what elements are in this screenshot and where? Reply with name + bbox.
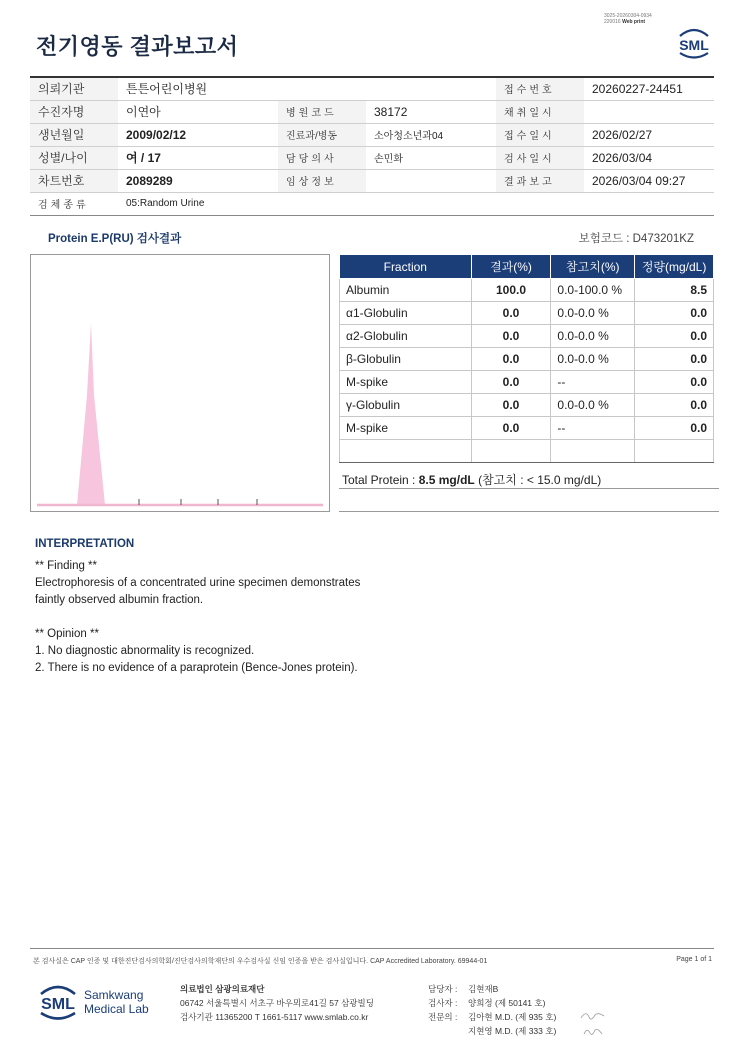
- table-row: [340, 394, 714, 417]
- logo-text: SML: [41, 996, 75, 1013]
- label-birth: 생년월일: [30, 123, 118, 146]
- label-institution: 의뢰기관: [30, 77, 118, 100]
- interpretation-line: [35, 609, 360, 626]
- label-chart: 차트번호: [30, 169, 118, 192]
- header-reference: 참고치(%): [551, 255, 635, 279]
- label-tested: 검사일시: [496, 146, 584, 169]
- print-code-line2: 220016 Web print: [604, 19, 646, 25]
- divider: [339, 488, 719, 489]
- cell-reference: 0.0-0.0 %: [551, 325, 635, 348]
- electropherogram-graph: [30, 254, 330, 512]
- org-contact: 검사기관 11365200 T 1661-5117 www.smlab.co.kr: [180, 1012, 369, 1022]
- staff-role: 검사자 :: [428, 998, 458, 1008]
- cell-fraction: M-spike: [340, 417, 472, 440]
- value-name: 이연아: [118, 100, 278, 123]
- staff-name: 김현재B: [468, 984, 499, 994]
- staff-role: 담당자 :: [428, 984, 458, 994]
- label-collected: 채취일시: [496, 100, 584, 123]
- cell-result: 0.0: [471, 417, 551, 440]
- web-print-label: Web print: [622, 19, 646, 25]
- value-reported: 2026/03/04 09:27: [584, 169, 714, 192]
- divider: [339, 511, 719, 512]
- total-protein-label: Total Protein :: [342, 473, 419, 487]
- electropherogram-svg: [31, 255, 329, 511]
- cell-result: [471, 440, 551, 463]
- interpretation-line: faintly observed albumin fraction.: [35, 594, 204, 606]
- table-row: [340, 279, 714, 302]
- cell-result: 0.0: [471, 302, 551, 325]
- value-birth: 2009/02/12: [118, 123, 278, 146]
- label-sex-age: 성별/나이: [30, 146, 118, 169]
- staff-row: [428, 1024, 556, 1038]
- cell-result: 0.0: [471, 348, 551, 371]
- value-clinical: [366, 169, 496, 192]
- results-table: [339, 254, 714, 463]
- staff-name: 양희정 (제 50141 호): [468, 998, 546, 1008]
- header-amount: 정량(mg/dL): [635, 255, 714, 279]
- header-result: 결과(%): [471, 255, 551, 279]
- cell-result: 0.0: [471, 371, 551, 394]
- interpretation-body: [35, 558, 360, 677]
- label-receipt-no: 접수번호: [496, 77, 584, 100]
- value-institution: 튼튼어린이병원: [118, 77, 496, 100]
- label-specimen: 검체종류: [30, 192, 118, 215]
- brand-line2: Medical Lab: [84, 1002, 149, 1016]
- brand-line1: Samkwang: [84, 988, 144, 1002]
- value-doctor: 손민화: [366, 146, 496, 169]
- label-name: 수진자명: [30, 100, 118, 123]
- staff-name: 지현영 M.D. (제 333 호): [468, 1026, 557, 1036]
- value-chart: 2089289: [118, 169, 278, 192]
- staff-role: 전문의 :: [428, 1012, 458, 1022]
- staff-row: [428, 996, 556, 1010]
- logo-text: SML: [679, 37, 709, 53]
- albumin-peak: [77, 323, 105, 505]
- organization-info: [180, 982, 374, 1024]
- table-row: [340, 302, 714, 325]
- brand-name: [84, 988, 149, 1016]
- patient-info-table: [30, 76, 714, 216]
- value-specimen: 05:Random Urine: [118, 192, 714, 215]
- cell-fraction: γ-Globulin: [340, 394, 472, 417]
- staff-row: [428, 1010, 556, 1024]
- interpretation-title: INTERPRETATION: [35, 538, 135, 550]
- interpretation-line: ** Finding **: [35, 560, 98, 572]
- label-department: 진료과/병동: [278, 123, 366, 146]
- interpretation-line: Electrophoresis of a concentrated urine specimen demonstrates: [35, 577, 361, 589]
- total-protein-unit: mg/dL: [438, 473, 475, 487]
- cell-reference: --: [551, 417, 635, 440]
- footer-certification: 본 검사실은 CAP 인증 및 대한진단검사의학회/진단검사의학재단의 우수검사실 신임 인증을 받은 검사실입니다. CAP Accredited Laboratory. 69944-01: [33, 958, 488, 965]
- total-protein-reference: (참고치 : < 15.0 mg/dL): [474, 473, 602, 487]
- cell-result: 0.0: [471, 394, 551, 417]
- value-tested: 2026/03/04: [584, 146, 714, 169]
- table-row: [340, 440, 714, 463]
- label-hospital-code: 병원코드: [278, 100, 366, 123]
- table-row: [340, 417, 714, 440]
- org-address: 06742 서울특별시 서초구 바우뫼로41길 57 삼광빌딩: [180, 998, 374, 1008]
- total-protein: [342, 471, 601, 488]
- sml-logo-icon: [36, 980, 80, 1024]
- staff-role: [428, 1024, 468, 1038]
- insurance-code: 보험코드 : D473201KZ: [578, 233, 694, 245]
- label-received: 접수일시: [496, 123, 584, 146]
- print-code-line1: 3025-20260304-0934: [604, 13, 652, 19]
- cell-reference: 0.0-0.0 %: [551, 302, 635, 325]
- cell-amount: 0.0: [635, 417, 714, 440]
- section-title: Protein E.P(RU) 검사결과: [48, 233, 182, 245]
- org-name: 의료법인 삼광의료재단: [180, 984, 265, 994]
- value-collected: [584, 100, 714, 123]
- cell-reference: 0.0-0.0 %: [551, 348, 635, 371]
- cell-reference: --: [551, 371, 635, 394]
- sml-logo-icon: [674, 26, 714, 60]
- cell-fraction: [340, 440, 472, 463]
- value-received: 2026/02/27: [584, 123, 714, 146]
- table-row: [340, 348, 714, 371]
- cell-amount: 0.0: [635, 348, 714, 371]
- value-sex-age: 여 / 17: [118, 146, 278, 169]
- label-doctor: 담당의사: [278, 146, 366, 169]
- cell-amount: 0.0: [635, 302, 714, 325]
- value-department: 소아청소년과04: [366, 123, 496, 146]
- page-number: Page 1 of 1: [676, 956, 712, 963]
- footer-divider: [30, 948, 714, 949]
- print-code: [604, 13, 652, 25]
- cell-fraction: Albumin: [340, 279, 472, 302]
- value-receipt-no: 20260227-24451: [584, 77, 714, 100]
- value-hospital-code: 38172: [366, 100, 496, 123]
- staff-name: 김아현 M.D. (제 935 호): [468, 1012, 557, 1022]
- cell-amount: [635, 440, 714, 463]
- cell-fraction: β-Globulin: [340, 348, 472, 371]
- cell-fraction: α1-Globulin: [340, 302, 472, 325]
- staff-info: [428, 982, 556, 1038]
- cell-fraction: M-spike: [340, 371, 472, 394]
- label-clinical: 임상정보: [278, 169, 366, 192]
- cell-amount: 0.0: [635, 371, 714, 394]
- staff-row: [428, 982, 556, 996]
- total-protein-value: 8.5: [418, 473, 436, 487]
- cell-reference: 0.0-100.0 %: [551, 279, 635, 302]
- cell-amount: 0.0: [635, 394, 714, 417]
- table-row: [340, 325, 714, 348]
- cell-result: 0.0: [471, 325, 551, 348]
- cell-fraction: α2-Globulin: [340, 325, 472, 348]
- report-title: 전기영동 결과보고서: [36, 34, 239, 59]
- cell-amount: 8.5: [635, 279, 714, 302]
- header-fraction: Fraction: [340, 255, 472, 279]
- cell-result: 100.0: [471, 279, 551, 302]
- table-row: [340, 371, 714, 394]
- cell-reference: [551, 440, 635, 463]
- interpretation-line: ** Opinion **: [35, 628, 99, 640]
- cell-amount: 0.0: [635, 325, 714, 348]
- cell-reference: 0.0-0.0 %: [551, 394, 635, 417]
- signature-icon: [578, 1008, 608, 1042]
- label-reported: 결과보고: [496, 169, 584, 192]
- interpretation-line: 1. No diagnostic abnormality is recognized.: [35, 645, 255, 657]
- interpretation-line: 2. There is no evidence of a paraprotein (Bence-Jones protein).: [35, 662, 358, 674]
